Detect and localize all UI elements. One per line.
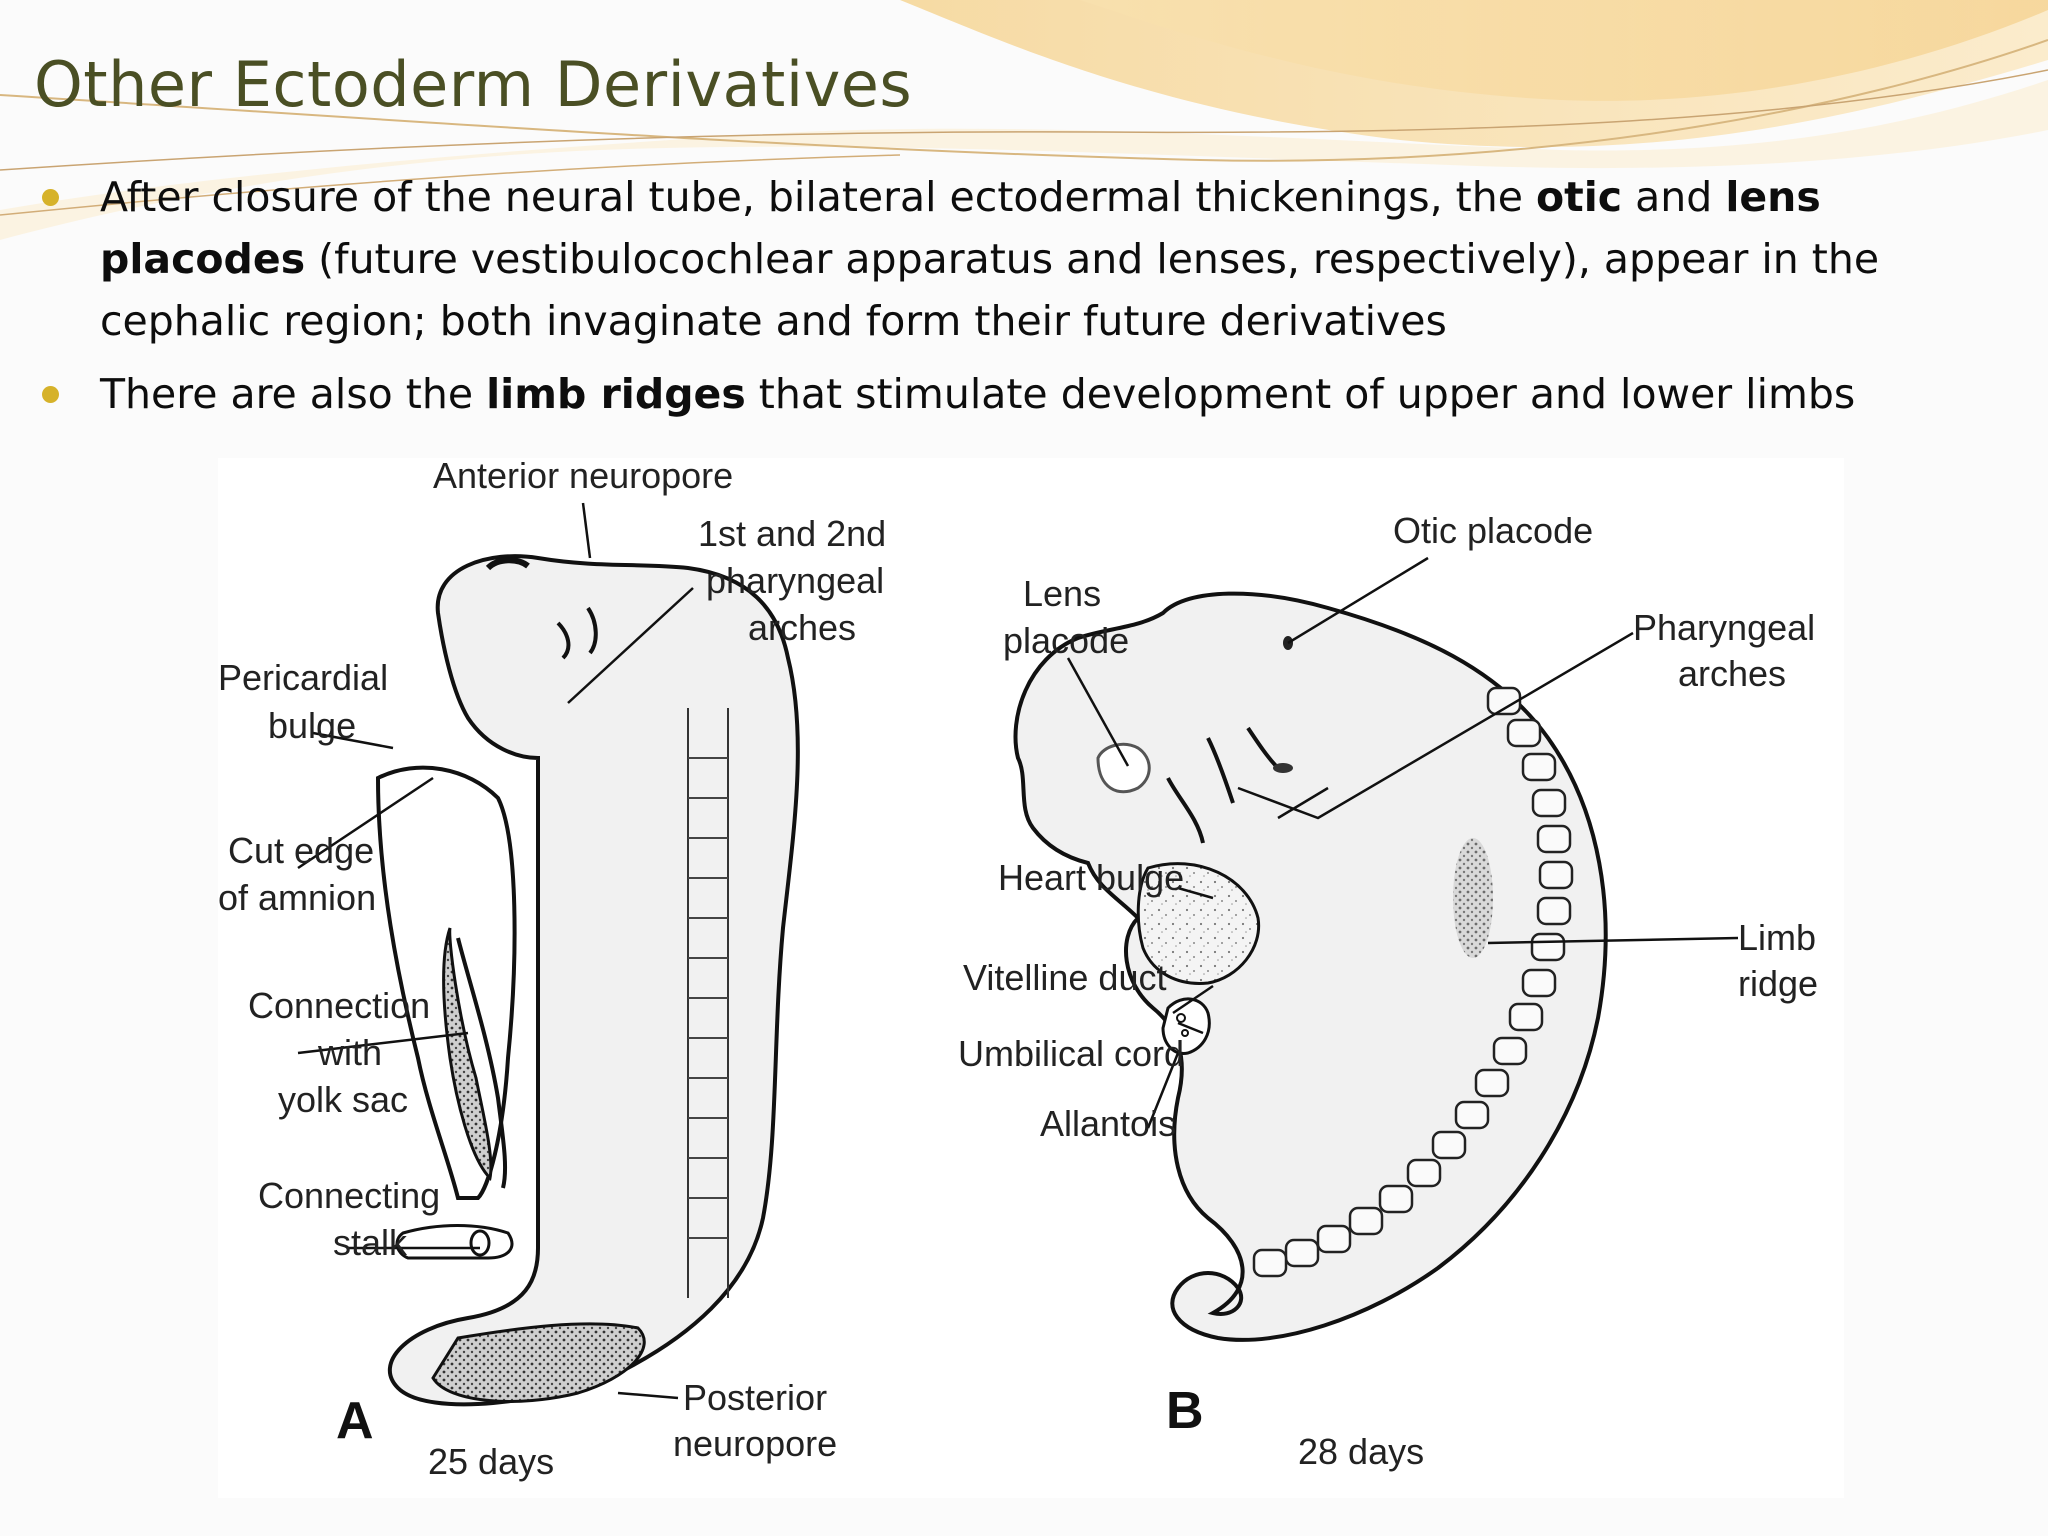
label-connection-line-3: yolk sac	[278, 1079, 409, 1120]
label-lens-line-2: placode	[1003, 620, 1130, 661]
label-arches-line-2: pharyngeal	[706, 560, 885, 601]
label-pharyngeal-line-1: Pharyngeal	[1633, 607, 1816, 648]
bullet-dot-icon	[42, 386, 59, 403]
label-lens-line-1: Lens	[1023, 573, 1102, 614]
bullet-text: After closure of the neural tube, bilateral ectodermal thickenings, the	[100, 173, 1536, 221]
label-connection-line-2: with	[318, 1032, 383, 1073]
bullet-list	[40, 166, 2000, 425]
label-arches-line-1: 1st and 2nd	[698, 513, 887, 554]
label-posterior-line-1: Posterior	[683, 1377, 828, 1418]
label-otic-placode: Otic placode	[1393, 510, 1594, 551]
bullet-term-otic: otic	[1535, 173, 1623, 221]
label-arches-line-3: arches	[748, 607, 857, 648]
bullet-item	[40, 166, 2000, 352]
panel-a-letter: A	[336, 1392, 374, 1450]
label-stalk-line-2: stalk	[333, 1222, 408, 1263]
bullet-term-lens-placodes: lens placodes	[100, 173, 1821, 283]
panel-b-age: 28 days	[1298, 1431, 1425, 1472]
label-stalk-line-1: Connecting	[258, 1175, 441, 1216]
bullet-text: and	[1622, 173, 1726, 221]
label-anterior-neuropore: Anterior neuropore	[433, 458, 734, 496]
bullet-item	[40, 363, 2000, 425]
label-vitelline-duct: Vitelline duct	[963, 957, 1167, 998]
bullet-dot-icon	[42, 189, 59, 206]
label-connection-line-1: Connection	[248, 985, 431, 1026]
label-pericardial-line-2: bulge	[268, 705, 357, 746]
embryo-figure	[218, 458, 1844, 1498]
label-heart-bulge: Heart bulge	[998, 857, 1185, 898]
bullet-text: (future vestibulocochlear apparatus and lenses, respectively), appear in the cephalic region; both invaginate and form their future derivatives	[100, 235, 1880, 345]
embryo-illustration	[218, 458, 1844, 1498]
panel-a-age: 25 days	[428, 1441, 555, 1482]
label-limb-line-2: ridge	[1738, 963, 1819, 1004]
bullet-text: There are also the	[100, 370, 487, 418]
bullet-term-limb-ridges: limb ridges	[486, 370, 746, 418]
label-pharyngeal-line-2: arches	[1678, 653, 1787, 694]
label-cut-edge-line-1: Cut edge	[228, 830, 375, 871]
label-pericardial-line-1: Pericardial	[218, 657, 389, 698]
label-posterior-line-2: neuropore	[673, 1423, 838, 1464]
label-cut-edge-line-2: of amnion	[218, 877, 377, 918]
label-umbilical-cord: Umbilical cord	[958, 1033, 1185, 1074]
slide-title: Other Ectoderm Derivatives	[34, 48, 913, 121]
label-limb-line-1: Limb	[1738, 917, 1817, 958]
bullet-text: that stimulate development of upper and lower limbs	[745, 370, 1856, 418]
panel-b-letter: B	[1166, 1382, 1204, 1440]
label-allantois: Allantois	[1040, 1103, 1177, 1144]
